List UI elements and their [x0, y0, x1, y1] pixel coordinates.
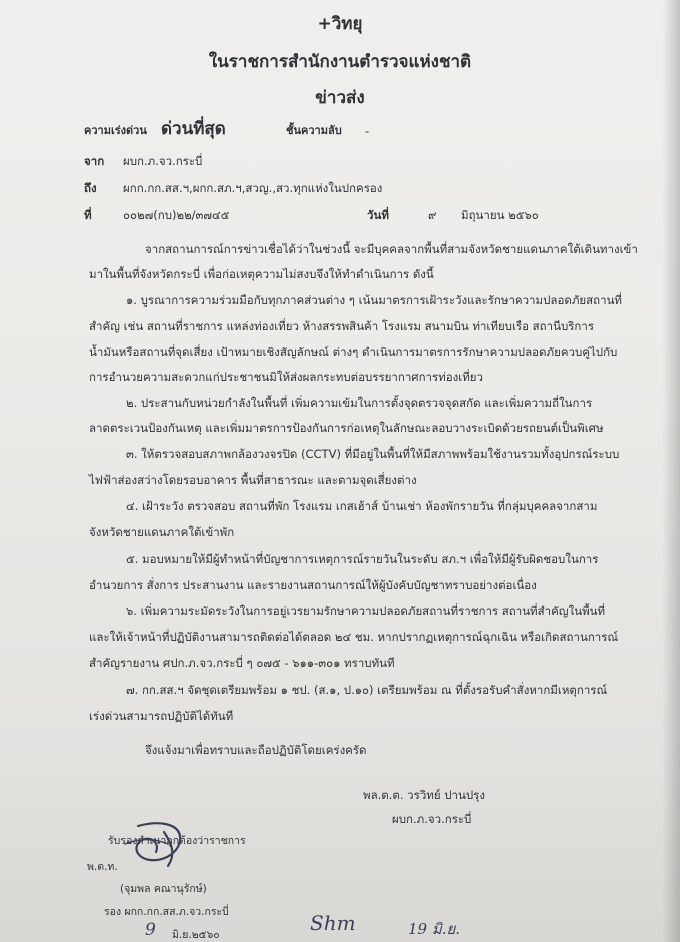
- item-4-line-1: ๔. เฝ้าระวัง ตรวจสอบ สถานที่พัก โรงแรม เกสเฮ้าส์ บ้านเช่า ห้องพักรายวัน ที่กลุ่มบุคคลจากสาม: [126, 499, 598, 513]
- ref-label: ที่: [84, 208, 92, 222]
- certify-handwritten-day: 9: [145, 920, 156, 940]
- page-shadow: [662, 0, 680, 942]
- handwritten-date-note: 19 มิ.ย.: [408, 920, 461, 938]
- document-type-heading: ข่าวส่ง: [315, 88, 365, 108]
- item-1-line-1: ๑. บูรณาการความร่วมมือกับทุกภาคส่วนต่าง ๆ เน้นมาตรการเฝ้าระวังและรักษาความปลอดภัยสถานที่: [126, 293, 623, 307]
- intro-line-1: จากสถานการณ์การข่าวเชื่อได้ว่าในช่วงนี้ จะมีบุคคลจากพื้นที่สามจังหวัดชายแดนภาคใต้เดินทางเข้า: [145, 242, 638, 256]
- item-3-line-1: ๓. ให้ตรวจสอบสภาพกล้องวงจรปิด (CCTV) ที่มีอยู่ในพื้นที่ให้มีสภาพพร้อมใช้งานรวมทั้งอุปกรณ์ระบบ: [126, 447, 620, 461]
- certify-name: (จุมพล คณานุรักษ์): [120, 883, 207, 895]
- from-value: ผบก.ภ.จว.กระบี่: [123, 154, 203, 168]
- item-1-line-4: การอำนวยความสะดวกแก่ประชาชนมิให้ส่งผลกระทบต่อบรรยากาศการท่องเที่ยว: [89, 370, 483, 384]
- handwritten-signature-mark: [120, 814, 210, 876]
- item-7-line-1: ๗. กก.สส.ฯ จัดชุดเตรียมพร้อม ๑ ชป. (ส.๑, ป.๑๐) เตรียมพร้อม ณ ที่ตั้งรอรับคำสั่งหากมีเหตุการณ์: [126, 683, 608, 697]
- item-3-line-2: ไฟฟ้าส่องสว่างโดยรอบอาคาร พื้นที่สาธารณะ และตามจุดเสี่ยงต่าง: [89, 473, 417, 487]
- item-5-line-1: ๕. มอบหมายให้มีผู้ทำหน้าที่บัญชาการเหตุการณ์รายวันในระดับ สภ.ฯ เพื่อให้มีผู้รับผิดชอบในการ: [126, 552, 599, 566]
- item-5-line-2: อำนวยการ สั่งการ ประสานงาน และรายงานสถานการณ์ให้ผู้บังคับบัญชาทราบอย่างต่อเนื่อง: [89, 578, 537, 592]
- to-value: ผกก.กก.สส.ฯ,ผกก.สภ.ฯ,สวญ.,สว.ทุกแห่งในปกครอง: [123, 181, 383, 195]
- signer-position: ผบก.ภ.จว.กระบี่: [392, 812, 472, 826]
- certify-position: รอง ผกก.กก.สส.ภ.จว.กระบี่: [104, 906, 229, 918]
- item-6-line-2: และให้เจ้าหน้าที่ปฏิบัติงานสามารถติดต่อได้ตลอด ๒๔ ชม. หากปรากฏเหตุการณ์ฉุกเฉิน หรือเกิดสถานการณ์: [89, 630, 619, 644]
- date-label: วันที่: [367, 208, 389, 222]
- certify-label: รับรองสำเนาถูกต้องว่าราชการ: [108, 835, 246, 847]
- closing-line: จึงแจ้งมาเพื่อทราบและถือปฏิบัติโดยเคร่งครัด: [145, 743, 367, 757]
- to-label: ถึง: [84, 181, 97, 195]
- secrecy-label: ชั้นความลับ: [286, 124, 342, 137]
- intro-line-2: มาในพื้นที่จังหวัดกระบี่ เพื่อก่อเหตุความไม่สงบจึงให้ทำดำเนินการ ดังนี้: [89, 267, 434, 281]
- priority-label: ความเร่งด่วน: [84, 124, 147, 137]
- item-4-line-2: จังหวัดชายแดนภาคใต้เข้าพัก: [89, 525, 235, 539]
- certify-rank: พ.ต.ท.: [87, 861, 118, 873]
- item-2-line-2: ลาดตระเวนป้องกันเหตุ และเพิ่มมาตรการป้องกันการก่อเหตุในลักษณะลอบวางระเบิดด้วยรถยนต์เป็นพิเศษ: [89, 421, 604, 435]
- item-7-line-2: เร่งด่วนสามารถปฏิบัติได้ทันที: [89, 709, 234, 723]
- priority-value: ด่วนที่สุด: [161, 119, 226, 139]
- item-1-line-3: น้ำมันหรือสถานที่จุดเสี่ยง เป้าหมายเชิงสัญลักษณ์ ต่างๆ ดำเนินการมาตรการรักษาความปลอดภัยควบคู่ไปกับ: [89, 345, 618, 359]
- classification-heading: +วิทยุ: [317, 14, 363, 34]
- item-2-line-1: ๒. ประสานกับหน่วยกำลังในพื้นที่ เพิ่มความเข้มในการตั้งจุดตรวจจุดสกัด และเพิ่มความถี่ในการ: [126, 396, 593, 410]
- ref-number: ๐๐๒๗(กบ)๒๒/๓๗๔๕: [123, 208, 230, 222]
- item-1-line-2: สำคัญ เช่น สถานที่ราชการ แหล่งท่องเที่ยว ห้างสรรพสินค้า โรงแรม สนามบิน ท่าเทียบเรือ สถานีบริการ: [89, 319, 595, 333]
- date-day: ๙: [428, 208, 437, 222]
- date-month-year: มิถุนายน ๒๕๖๐: [461, 208, 539, 222]
- item-6-line-3: สำคัญรายงาน ศปก.ภ.จว.กระบี่ ๆ ๐๗๕ - ๖๑๑-๓๐๑ ทราบทันที: [89, 656, 395, 670]
- from-label: จาก: [84, 154, 105, 168]
- agency-heading: ในราชการสำนักงานตำรวจแห่งชาติ: [208, 52, 472, 72]
- signer-name: พล.ต.ต. วรวิทย์ ปานปรุง: [363, 788, 485, 802]
- handwritten-initials: Shm: [310, 911, 356, 935]
- certify-date: มิ.ย.๒๕๖๐: [172, 929, 220, 941]
- item-6-line-1: ๖. เพิ่มความระมัดระวังในการอยู่เวรยามรักษาความปลอดภัยสถานที่ราชการ สถานที่สำคัญในพื้นที่: [126, 604, 606, 618]
- secrecy-value: -: [365, 124, 370, 138]
